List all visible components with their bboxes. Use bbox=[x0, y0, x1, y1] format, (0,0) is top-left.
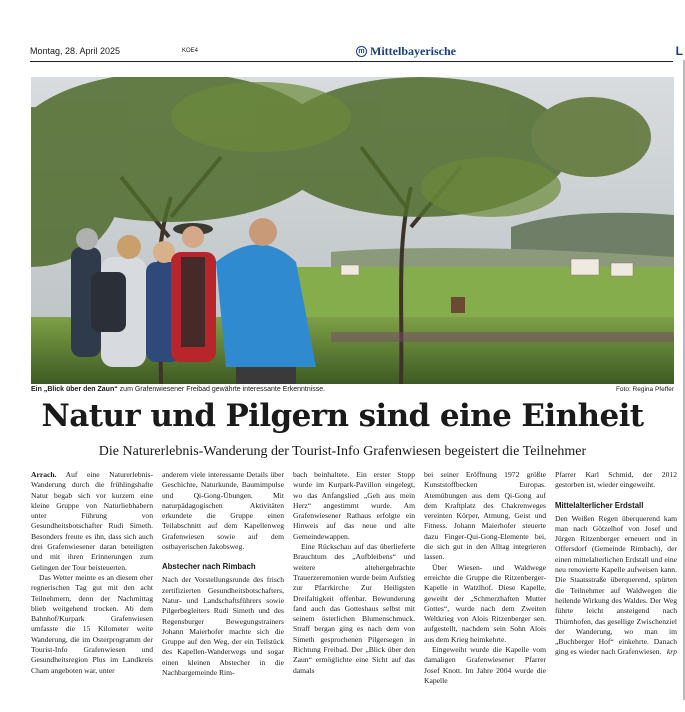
dateline: Arrach. bbox=[31, 470, 57, 479]
paragraph: anderem viele interessante Details über Geschichte, Naturkunde, Baumimpulse und Qi-Gong-Übungen. Mit naturpädagogischen Aktivitäten erkundete die Gruppe einen Teilabschnitt auf dem Kapellenweg Grafenwiesen sowie auf dem ostbayerischen Jakobsweg. bbox=[162, 470, 284, 552]
article-photo bbox=[31, 77, 674, 384]
adjacent-column-edge bbox=[680, 0, 685, 712]
hikers-photo-illustration bbox=[31, 77, 674, 384]
section-letter-cut: L bbox=[675, 44, 683, 58]
newspaper-brand bbox=[356, 44, 456, 59]
body-column-3 bbox=[293, 470, 415, 712]
article-subtitle: Die Naturerlebnis-Wanderung der Tourist-Info Grafenwiesen begeistert die Teilnehmer bbox=[98, 444, 587, 459]
paragraph: bach beinhaltete. Ein erster Stopp wurde im Kurpark-Pavillon eingelegt, wo das Anfangslied „Geh aus mein Herz“ angestimmt wurde. Am Grafenwiesener Rathaus erfolgte ein Hinweis auf das neue und alte Gemeindewappen. bbox=[293, 470, 415, 541]
paragraph: Eingeweiht wurde die Kapelle vom damaligen Grafenwiesener Pfarrer Josef Knott. Im Jahre 2004 wurde die Kapelle bbox=[424, 645, 546, 685]
header-rule bbox=[30, 61, 673, 62]
paragraph bbox=[31, 470, 153, 573]
paragraph: Eine Rückschau auf das überlieferte Brauchtum des „Aufbleibens“ und weitere altehergebrachte Trauerzeremonien wurde beim Aufstieg zur Pfarrkirche Zur Heiligsten Dreifaltigkeit offenbar. Bewunderung fand auch das Gotteshaus selbst mit seinem österlichen Blumenschmuck. Straff bergan ging es nach dem von Simeth gesprochenen Pilgersegen in Richtung Freibad. Der „Blick über den Zaun“ ermöglichte eine Sicht auf das damals bbox=[293, 542, 415, 675]
body-column-2 bbox=[162, 470, 284, 712]
subheading: Abstecher nach Rimbach bbox=[162, 562, 256, 572]
paragraph-text: Den Weißen Regen überquerend kam man nach Götzelhof bbox=[555, 513, 677, 533]
author-signature: krp bbox=[666, 647, 677, 657]
paragraph: Nach der Vorstellungsrunde des frisch zertifizierten Gesundheitsbotschafters, Natur- und Landschaftsführers sowie Pilgerbegleiters Rudi Simeth und des Regensburger Bewegungstrainers Johann Maierhofer machte sich die Gruppe auf den Weg, der ein Teilstück des Kapellen-Wanderwegs und sogar einen kleinen Abstecher in die Nachbargemeinde Rim- bbox=[162, 575, 284, 678]
photo-credit: Foto: Regina Pfeffer bbox=[615, 386, 674, 393]
paragraph: bei seiner Eröffnung 1972 größte Kunststoffbecken Europas. Atemübungen aus dem Qi-Gong auf dem Kraftplatz des Chakrenweges vereinten Körper, Atmung, Geist und Fitness. Johann Maierhofer steuerte dazu Finger-Qui-Gong-Elemente bei, die sich gut in den Alltag integrieren lassen. bbox=[424, 470, 546, 562]
issue-date: Montag, 28. April 2025 bbox=[30, 46, 121, 56]
edition-code: KOE4 bbox=[182, 48, 199, 54]
paragraph: Pfarrer Karl Schmid, der 2012 gestorben ist, wieder eingeweiht. bbox=[555, 470, 677, 490]
caption-text: zum Grafenwiesener Freibad gewährte interessante Erkenntnisse. bbox=[117, 386, 326, 393]
brand-logo-icon: m bbox=[356, 46, 367, 57]
page-header bbox=[30, 44, 685, 62]
brand-name: Mittelbayerische bbox=[370, 44, 456, 58]
subheading: Mittelalterlicher Erdstall bbox=[555, 500, 644, 510]
paragraph: Das Wetter meinte es an diesem eher regnerischen Tag gut mit den acht Teilnehmern, denn der Nachmittag blieb weitgehend trocken. Ab dem Bahnhof/Kurpark Grafenwiesen umfasste die 15 Kilometer weite Wanderung, die im Osterprogramm der Tourist-Info Grafenwiesen und Gesundheitsregion Plus im Landkreis Cham angeboten war, unter bbox=[31, 572, 153, 675]
paragraph bbox=[555, 514, 677, 658]
caption-prefix: Ein „Blick über den Zaun“ bbox=[31, 386, 118, 393]
body-column-1 bbox=[31, 470, 153, 712]
article-title: Natur und Pilgern sind eine Einheit bbox=[41, 398, 644, 434]
paragraph-text: von Josef und Jürgen Ritzenberger erneuert und in Offersdorf (Gemeinde Rimbach), der einen mittelalterlichen Erdstall und eine neu renovierte Kapelle aufweisen kann. Die Staatsstraße überquerend, spürten die Teilnehmer auf Waldwegen die heilende Wirkung des Waldes. Der Weg führte leicht ansteigend nach Thürnhofen, das gesellige Zwischenziel der Wanderung, wo man im „Buchberger Hof“ einkehrte. Danach ging es wieder nach Grafenwiesen. bbox=[555, 523, 677, 657]
paragraph-text: Auf eine Naturerlebnis-Wanderung durch die frühlingshafte Natur begab sich vor kurzem eine kleine Gruppe von Naturliebhabern unter Führung von Gesundheitsbotschafter Rudi Simeth. Besonders freute es ihn, dass sich auch drei Grafenwiesener daran beteiligten und mit ihren Erinnerungen zum Gelingen der Tour beisteuerten. bbox=[31, 470, 153, 572]
body-column-5 bbox=[555, 470, 677, 712]
article-body bbox=[31, 470, 679, 712]
body-column-4 bbox=[424, 470, 546, 712]
paragraph: Über Wiesen- und Waldwege erreichte die Gruppe die Ritzenberger-Kapelle in Watzlhof. Diese Kapelle, geweiht der „Schmerzhaften Mutter Gottes“, wurde nach dem Zweiten Weltkrieg von Alois Ritzenberger sen. aufgestellt, nachdem sein Sohn Alois aus dem Krieg heimkehrte. bbox=[424, 562, 546, 644]
photo-caption bbox=[31, 386, 674, 393]
